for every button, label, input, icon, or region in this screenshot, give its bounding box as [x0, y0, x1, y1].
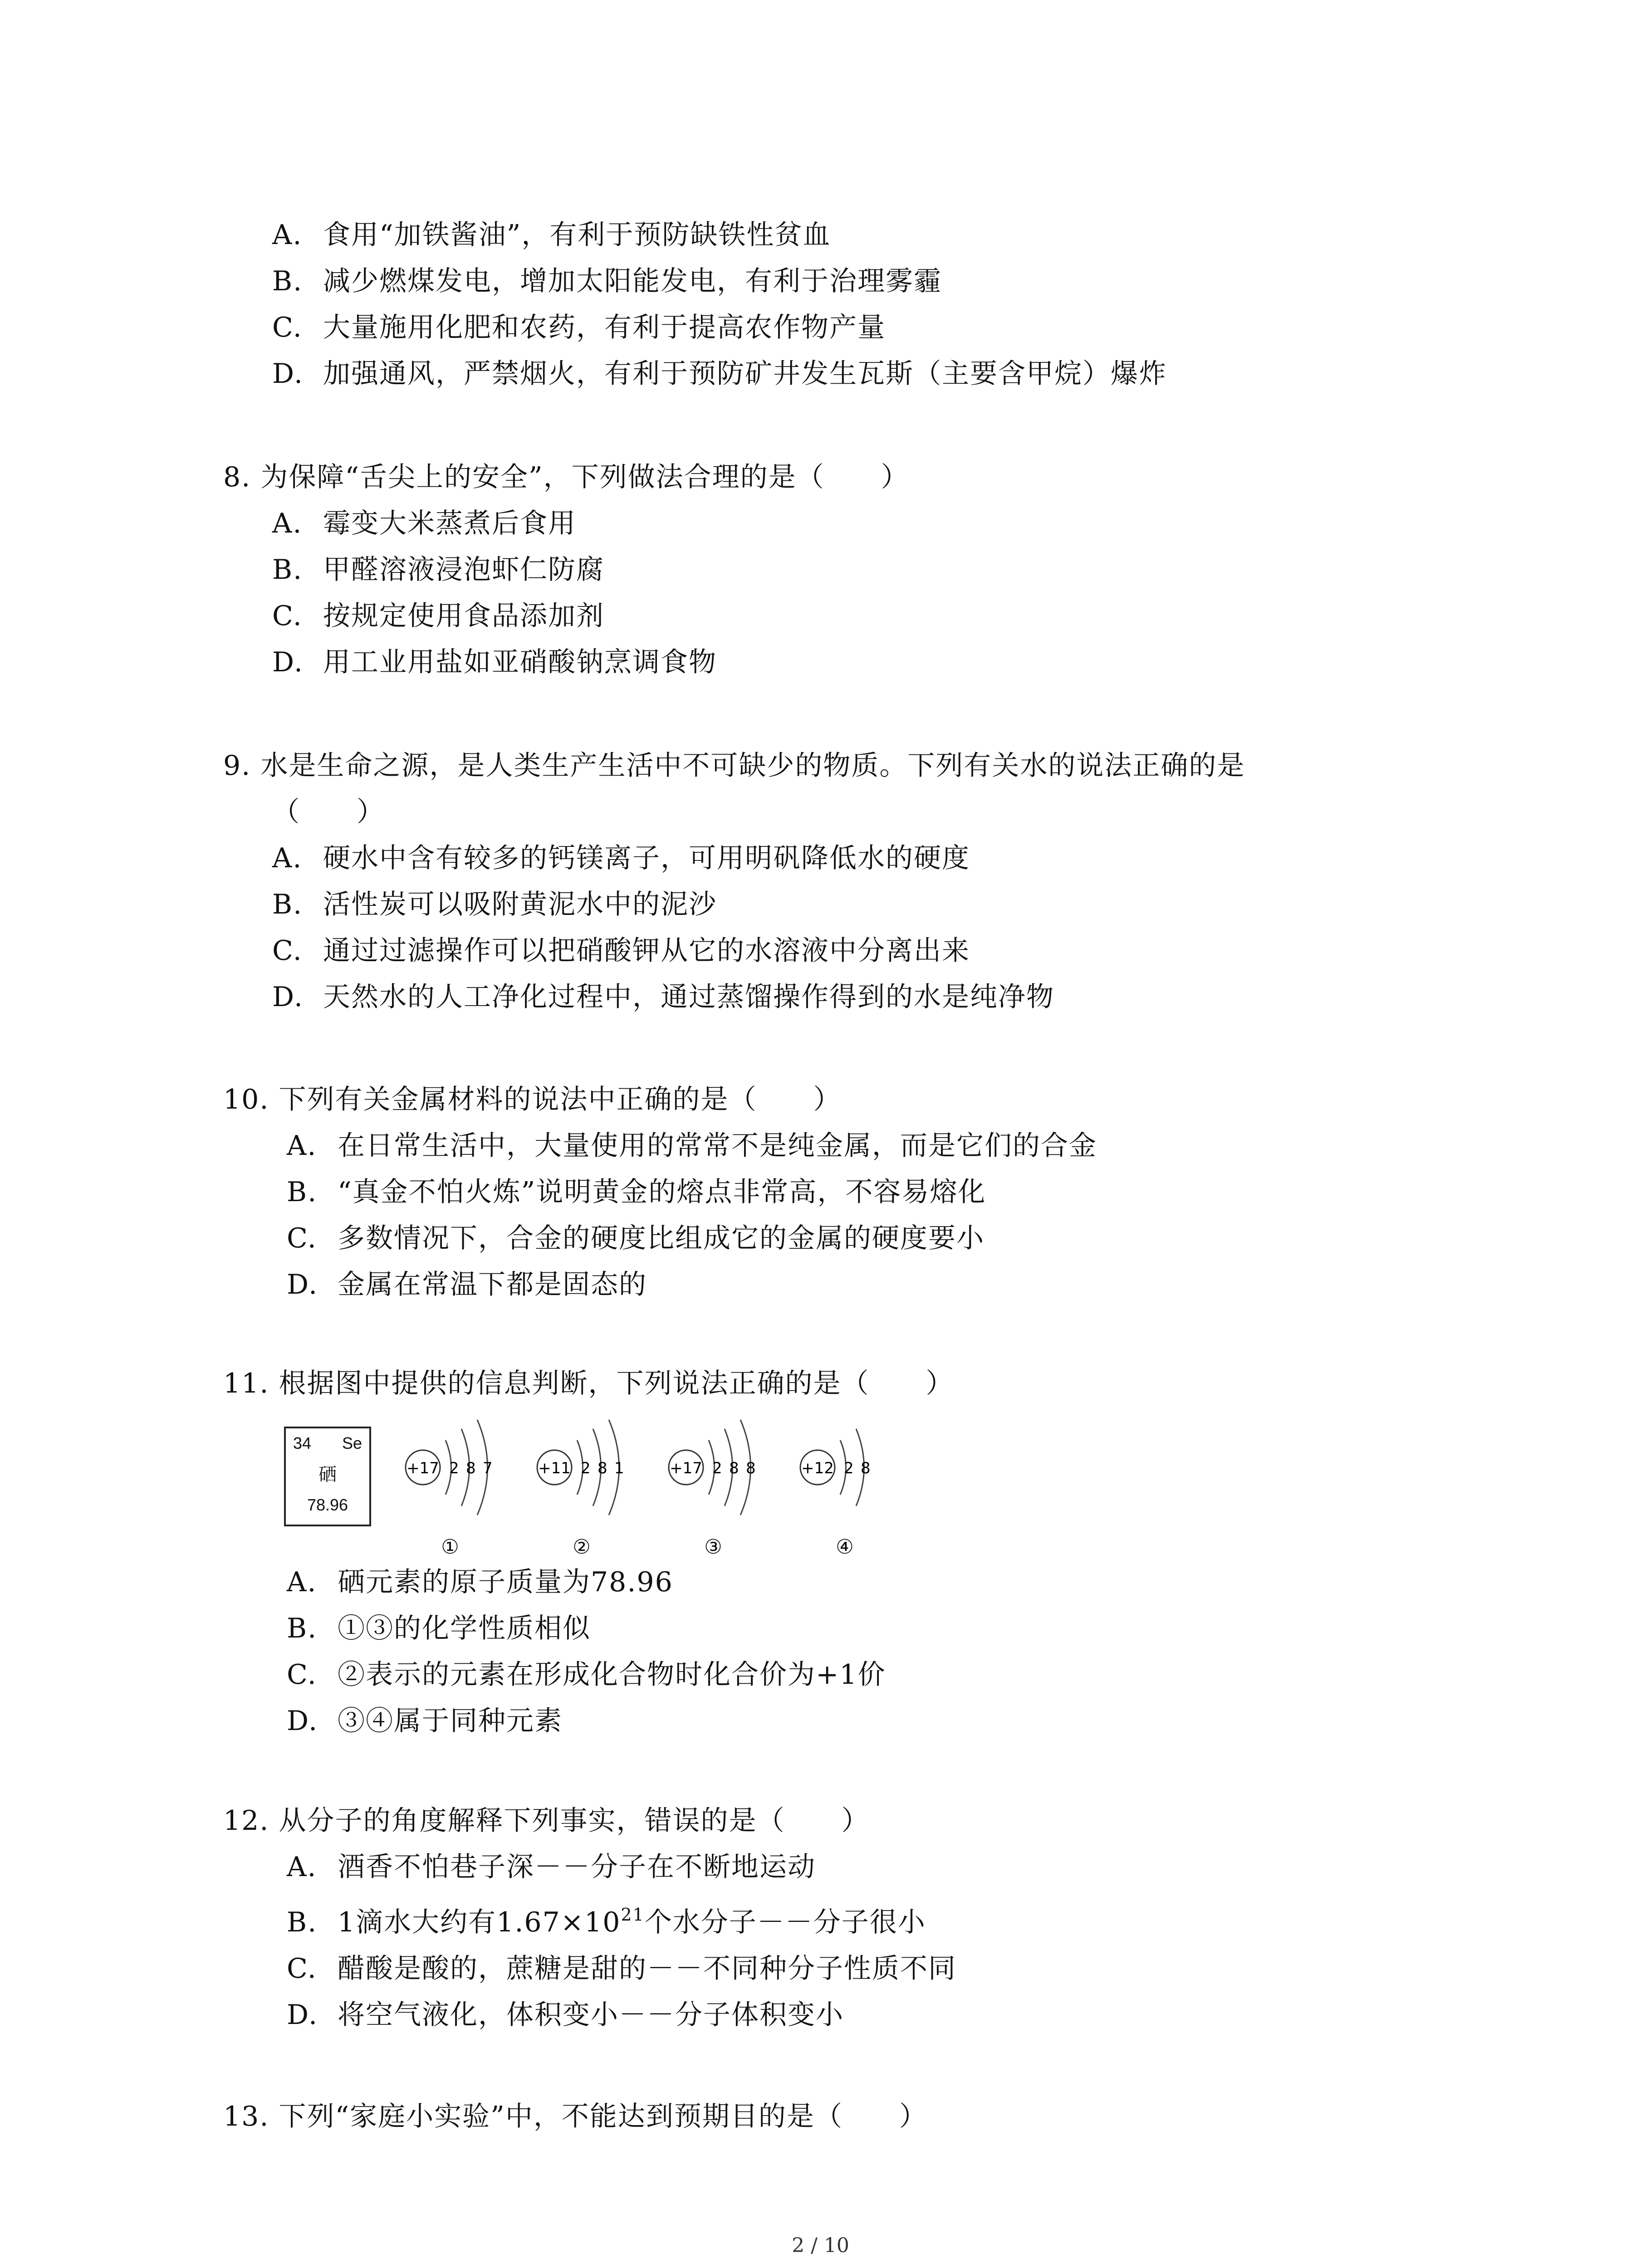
electron-count: 2 [844, 1459, 854, 1477]
q12-option-c: C. 醋酸是酸的，蔗糖是甜的－－不同种分子性质不同 [287, 1953, 956, 1984]
q12-stem: 12. 从分子的角度解释下列事实，错误的是（ ） [223, 1805, 870, 1837]
q12-option-d: D. 将空气液化，体积变小－－分子体积变小 [287, 1999, 844, 2031]
atomic-number: 34 [293, 1434, 312, 1452]
q8-option-c: C. 按规定使用食品添加剂 [272, 600, 604, 632]
q7-option-a: A. 食用“加铁酱油”，有利于预防缺铁性贫血 [272, 219, 831, 251]
electron-count: 7 [483, 1459, 493, 1477]
atom-label: ④ [836, 1535, 854, 1559]
atom-label: ② [573, 1535, 591, 1559]
atom-structure-4 [795, 1402, 899, 1533]
page-number: 2 / 10 [792, 2234, 849, 2257]
q7-option-d: D. 加强通风，严禁烟火，有利于预防矿井发生瓦斯（主要含甲烷）爆炸 [272, 358, 1167, 390]
q11-option-b: B. ①③的化学性质相似 [287, 1613, 591, 1644]
electron-count: 8 [466, 1459, 476, 1477]
electron-count: 8 [861, 1459, 871, 1477]
q10-option-c: C. 多数情况下，合金的硬度比组成它的金属的硬度要小 [287, 1222, 985, 1254]
q9-option-a: A. 硬水中含有较多的钙镁离子，可用明矾降低水的硬度 [272, 842, 970, 874]
q11-option-c: C. ②表示的元素在形成化合物时化合价为+1价 [287, 1659, 886, 1691]
q8-stem: 8. 为保障“舌尖上的安全”，下列做法合理的是（ ） [223, 461, 909, 493]
q10-stem: 10. 下列有关金属材料的说法中正确的是（ ） [223, 1084, 842, 1115]
nucleus-charge: +17 [670, 1459, 702, 1477]
q11-option-d: D. ③④属于同种元素 [287, 1705, 563, 1737]
q9-stem: 9. 水是生命之源，是人类生产生活中不可缺少的物质。下列有关水的说法正确的是 [223, 750, 1245, 782]
q12-option-a: A. 酒香不怕巷子深－－分子在不断地运动 [287, 1851, 816, 1883]
atom-diagram-4 [795, 1402, 899, 1559]
q9-option-b: B. 活性炭可以吸附黄泥水中的泥沙 [272, 889, 717, 920]
electron-count: 8 [729, 1459, 739, 1477]
electron-count: 8 [598, 1459, 607, 1477]
electron-count: 2 [449, 1459, 459, 1477]
atom-label: ③ [704, 1535, 722, 1559]
q8-option-d: D. 用工业用盐如亚硝酸钠烹调食物 [272, 646, 717, 678]
q9-stem-continuation: （ ） [272, 796, 385, 828]
element-name: 硒 [318, 1464, 337, 1485]
atom-structure-2 [532, 1402, 636, 1533]
element-card-selenium [284, 1427, 371, 1526]
element-symbol: Se [342, 1434, 362, 1452]
q8-option-b: B. 甲醛溶液浸泡虾仁防腐 [272, 554, 604, 586]
q12-option-b: B. 1滴水大约有$1.67\times 10^{21}$个水分子－－分子很小 [287, 1905, 926, 1938]
q9-option-c: C. 通过过滤操作可以把硝酸钾从它的水溶液中分离出来 [272, 935, 970, 967]
q13-stem: 13. 下列“家庭小实验”中，不能达到预期目的是（ ） [223, 2101, 927, 2132]
q8-option-a: A. 霉变大米蒸煮后食用 [272, 508, 576, 539]
q11-option-a: A. 硒元素的原子质量为78.96 [287, 1566, 673, 1598]
atomic-mass: 78.96 [307, 1496, 348, 1514]
q7-option-c: C. 大量施用化肥和农药，有利于提高农作物产量 [272, 312, 886, 343]
atom-label: ① [441, 1535, 459, 1559]
q10-option-a: A. 在日常生活中，大量使用的常常不是纯金属，而是它们的合金 [287, 1130, 1097, 1162]
q7-option-b: B. 减少燃煤发电，增加太阳能发电，有利于治理雾霾 [272, 265, 942, 297]
nucleus-charge: +12 [801, 1459, 834, 1477]
q10-option-d: D. 金属在常温下都是固态的 [287, 1269, 647, 1300]
electron-count: 2 [712, 1459, 722, 1477]
electron-count: 1 [614, 1459, 624, 1477]
atom-diagram-2 [532, 1402, 636, 1559]
atom-diagram-3 [663, 1402, 768, 1559]
atom-structure-1 [400, 1402, 505, 1533]
q10-option-b: B. “真金不怕火炼”说明黄金的熔点非常高，不容易熔化 [287, 1176, 986, 1208]
q9-option-d: D. 天然水的人工净化过程中，通过蒸馏操作得到的水是纯净物 [272, 981, 1054, 1013]
q11-stem: 11. 根据图中提供的信息判断，下列说法正确的是（ ） [223, 1368, 954, 1399]
electron-count: 8 [746, 1459, 756, 1477]
nucleus-charge: +11 [538, 1459, 571, 1477]
nucleus-charge: +17 [407, 1459, 439, 1477]
atom-structure-3 [663, 1402, 768, 1533]
atom-diagram-1 [400, 1402, 505, 1559]
electron-count: 2 [581, 1459, 591, 1477]
